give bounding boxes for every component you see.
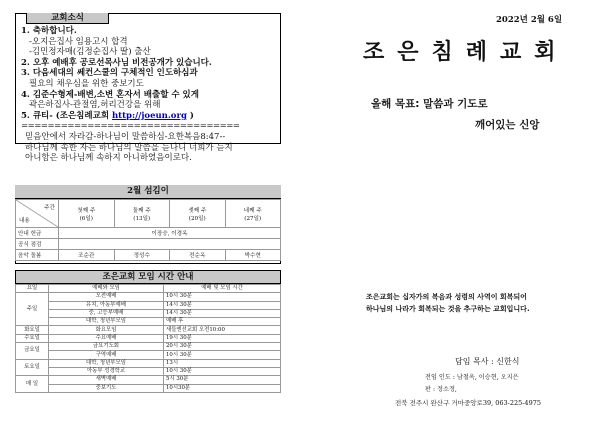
meetings-time: 10시30분 (164, 384, 281, 392)
meetings-time: 14시 30분 (164, 301, 281, 309)
meetings-row (16, 376, 281, 384)
serving-merged-cell (59, 239, 281, 250)
serving-cell: 정성수 (114, 250, 170, 261)
scripture-line: 믿음안에서 자라감-하나님이 말씀하심-요한복음8:47-- (25, 131, 226, 142)
meetings-service: 금요기도회 (49, 343, 164, 351)
meetings-day: 매 일 (16, 376, 49, 393)
meetings-day: 금요일 (16, 343, 49, 360)
meetings-service: 유치, 아동부예배 (49, 301, 164, 309)
meetings-header: 요일 (16, 285, 49, 293)
meetings-time: 13시 (164, 359, 281, 367)
bulletin-date: 2022년 2월 6일 (496, 15, 563, 25)
meetings-service: 수요예배 (49, 334, 164, 342)
church-name: 조은침례교회 (363, 40, 569, 65)
serving-row-label: 공식 점검 (16, 239, 59, 250)
week-header: 둘째 주 (13일) (114, 200, 170, 228)
corner-bottom-label: 내용 (19, 218, 30, 224)
year-theme-line2: 깨어있는 신앙 (475, 119, 540, 131)
news-line: 필요의 채우심을 위한 중보기도 (29, 78, 144, 89)
church-news-list (21, 26, 283, 164)
news-line: 2. 오후 예배후 공로선목사님 비전공개가 있습니다. (21, 57, 212, 68)
corner-top-label: 주간 (44, 205, 55, 211)
meetings-row (16, 359, 281, 367)
meetings-header-row (16, 285, 281, 293)
meetings-row (16, 384, 281, 392)
meetings-service: 구역예배 (49, 351, 164, 359)
meetings-service: 대학, 청년부모임 (49, 318, 164, 326)
meetings-time: 5시 30분 (164, 376, 281, 384)
serving-cell: 박수현 (225, 250, 281, 261)
meetings-time: 20시 30분 (164, 343, 281, 351)
meetings-time: 19시 30분 (164, 334, 281, 342)
meetings-day: 주일 (16, 293, 49, 326)
serving-corner-cell (16, 200, 59, 228)
serving-header-row (16, 200, 281, 228)
meetings-row (16, 367, 281, 375)
meetings-time: 새들엔선교회 오전10:00 (164, 326, 281, 334)
scripture-line: 하나님께 속한 자는 하나님의 말씀을 듣나니 너희가 듣지 (25, 142, 233, 153)
news-line: 3. 다음세대의 쎄컨스쿨의 구체적인 인도하심과 (21, 68, 198, 79)
senior-pastor: 담임 목사 : 신한식 (455, 357, 520, 366)
meetings-row (16, 301, 281, 309)
meetings-row (16, 293, 281, 301)
serving-row (16, 228, 281, 239)
staff-line: 판 : 정소정, (425, 386, 457, 393)
serving-row (16, 239, 281, 250)
week-header: 셋째 주 (20일) (170, 200, 226, 228)
serving-title: 2월 섬김이 (15, 185, 281, 199)
serving-merged-cell: 이장승, 이경옥 (59, 228, 281, 239)
meetings-row (16, 309, 281, 317)
meetings-time: 예배 후 (164, 318, 281, 326)
meetings-table (15, 284, 281, 393)
meetings-row (16, 334, 281, 342)
serving-cell: 전순옥 (170, 250, 226, 261)
meetings-row (16, 343, 281, 351)
meetings-title: 조은교회 모임 시간 안내 (15, 270, 281, 284)
meetings-row (16, 318, 281, 326)
staff-line: 전임 인도 : 남철옥, 이승현, 오지은 (425, 374, 519, 381)
news-divider: ================================= (21, 121, 240, 132)
meetings-service: 아동부 성경학교 (49, 367, 164, 375)
meetings-time: 10시 30분 (164, 293, 281, 301)
meetings-service: 중, 고등부예배 (49, 309, 164, 317)
serving-row-label: 안내 헌금 (16, 228, 59, 239)
meetings-service: 중보기도 (49, 384, 164, 392)
meetings-day: 토요일 (16, 359, 49, 376)
meetings-time: 10시 30분 (164, 367, 281, 375)
serving-row (16, 250, 281, 261)
church-news-title: 교회소식 (26, 13, 109, 24)
serving-row-label: 음악 돌봄 (16, 250, 59, 261)
mission-statement-line1: 조은교회는 십자가의 복음과 성령의 사역이 회복되어 (366, 293, 527, 301)
qt-link[interactable]: http://joeun.org (112, 110, 187, 121)
news-line: 1. 축하합니다. (21, 26, 77, 36)
meetings-time: 14시 30분 (164, 309, 281, 317)
meetings-header: 예배와 모임 (49, 285, 164, 293)
meetings-service: 화요모임 (49, 326, 164, 334)
qt-suffix: ) (186, 110, 194, 121)
news-line: 4. 김준수형제-배변,소변 혼자서 배출할 수 있게 (21, 89, 199, 100)
meetings-day: 수요일 (16, 334, 49, 342)
church-address: 전북 전주시 완산구 거마중앙로39, 063-225-4975 (395, 399, 541, 407)
meetings-service: 오전예배 (49, 293, 164, 301)
meetings-service: 새벽예배 (49, 376, 164, 384)
meetings-header: 예배 및 모임 시간 (164, 285, 281, 293)
meetings-day: 화요일 (16, 326, 49, 334)
meetings-row (16, 351, 281, 359)
scripture-line: 아니함은 하나님께 속하지 아니하였음이로다. (25, 153, 192, 164)
news-line-qt (21, 111, 283, 122)
meetings-service: 대학, 청년부모임 (49, 359, 164, 367)
week-header: 네째 주 (27일) (225, 200, 281, 228)
meetings-row (16, 326, 281, 334)
meetings-time: 10시 30분 (164, 351, 281, 359)
serving-table (15, 199, 281, 261)
news-line: 곽은하집사-관절염,허리건강을 위해 (29, 100, 161, 111)
year-theme-line1: 올해 목표: 말씀과 기도로 (371, 98, 488, 110)
serving-cell: 조순관 (59, 250, 115, 261)
news-line: -김민정자매(김정순집사 딸) 출산 (29, 47, 151, 58)
week-header: 첫째 주 (6일) (59, 200, 115, 228)
qt-prefix: 5. 큐티- (조은침례교회 (21, 110, 112, 121)
mission-statement-line2: 하나님의 나라가 회복되는 것을 추구하는 교회입니다. (366, 305, 530, 313)
news-line: -오지은집사 임용고시 합격 (29, 36, 128, 47)
